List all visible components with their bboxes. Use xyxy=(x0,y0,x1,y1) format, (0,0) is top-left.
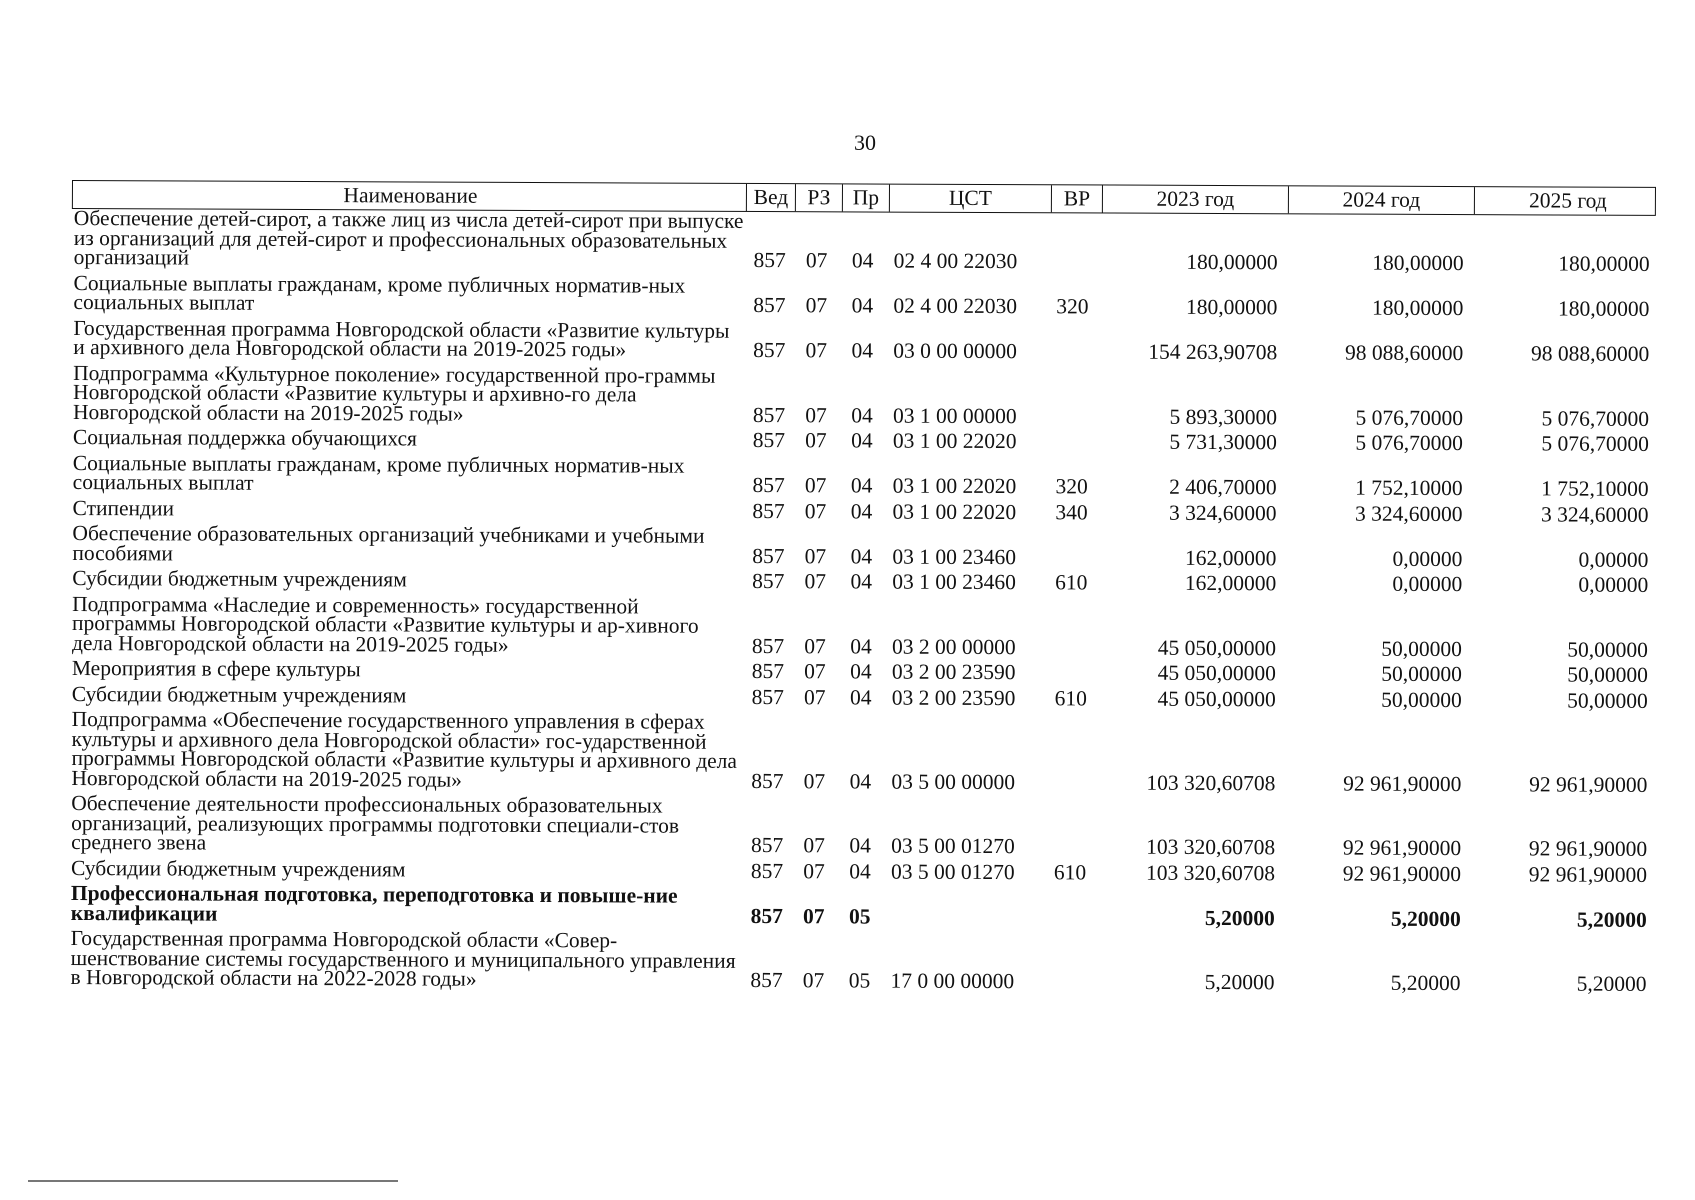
table-row xyxy=(69,855,1653,887)
cell-2024: 180,00000 xyxy=(1372,250,1464,276)
table-row xyxy=(71,360,1655,431)
cell-2024: 50,00000 xyxy=(1381,687,1462,712)
table-row xyxy=(71,495,1655,527)
cell-ved: 857 xyxy=(751,684,784,709)
cell-ved: 857 xyxy=(752,568,785,594)
cell-rz: 07 xyxy=(804,659,826,684)
cell-ved: 857 xyxy=(751,658,785,684)
header-2024: 2024 год xyxy=(1289,186,1475,214)
cell-ved: 857 xyxy=(751,633,785,658)
cell-ved: 857 xyxy=(752,472,785,498)
cell-2024: 92 961,90000 xyxy=(1343,771,1462,796)
cell-cst: 03 2 00 23590 xyxy=(891,659,1016,685)
cell-2023: 5 731,30000 xyxy=(1169,429,1277,455)
cell-2025: 5 076,70000 xyxy=(1541,431,1649,456)
table-row xyxy=(69,791,1653,861)
header-cst: ЦСТ xyxy=(890,185,1052,213)
footer-rule xyxy=(28,1180,398,1182)
cell-pr: 04 xyxy=(849,833,871,858)
cell-rz: 07 xyxy=(805,428,827,453)
cell-cst: 03 2 00 00000 xyxy=(891,634,1016,659)
cell-2023: 103 320,60708 xyxy=(1146,770,1276,795)
cell-2025: 0,00000 xyxy=(1578,572,1649,597)
cell-2023: 5,20000 xyxy=(1204,969,1275,995)
cell-2024: 5,20000 xyxy=(1390,970,1461,996)
cell-2024: 1 752,10000 xyxy=(1355,475,1463,501)
cell-name: Субсидии бюджетным учреждениям xyxy=(70,855,406,881)
cell-2025: 5,20000 xyxy=(1576,971,1647,996)
cell-2023: 154 263,90708 xyxy=(1148,339,1278,365)
cell-rz: 07 xyxy=(804,543,827,568)
cell-2025: 50,00000 xyxy=(1567,662,1648,687)
cell-name: Стипендии xyxy=(72,495,175,520)
cell-rz: 07 xyxy=(805,338,828,363)
cell-rz: 07 xyxy=(805,248,828,273)
cell-name: Субсидии бюджетным учреждениям xyxy=(72,566,407,592)
cell-ved: 857 xyxy=(752,427,786,453)
cell-2025: 5,20000 xyxy=(1576,907,1647,932)
cell-2025: 0,00000 xyxy=(1578,547,1649,572)
cell-pr: 04 xyxy=(851,248,874,273)
cell-rz: 07 xyxy=(804,473,827,498)
header-name: Наименование xyxy=(73,181,747,211)
cell-rz: 07 xyxy=(802,903,825,928)
cell-name: Профессиональная подготовка, переподготовка и повыше-ние квалификации xyxy=(70,881,678,926)
header-vr: ВР xyxy=(1052,185,1103,212)
cell-rz: 07 xyxy=(804,498,827,523)
cell-vr: 320 xyxy=(1055,474,1088,499)
cell-2025: 92 961,90000 xyxy=(1528,836,1648,861)
header-2023: 2023 год xyxy=(1103,185,1289,213)
cell-name: Мероприятия в сфере культуры xyxy=(71,656,361,682)
cell-rz: 07 xyxy=(805,402,827,427)
cell-2023: 162,00000 xyxy=(1184,570,1277,596)
cell-ved: 857 xyxy=(752,498,785,523)
cell-2025: 180,00000 xyxy=(1558,296,1650,321)
cell-pr: 04 xyxy=(849,684,872,709)
cell-2025: 180,00000 xyxy=(1558,251,1650,276)
cell-cst: 03 1 00 23460 xyxy=(892,569,1016,595)
cell-2025: 1 752,10000 xyxy=(1541,476,1649,501)
cell-2024: 92 961,90000 xyxy=(1342,835,1462,861)
table-row xyxy=(72,206,1656,276)
cell-2023: 3 324,60000 xyxy=(1169,500,1277,525)
cell-name: Социальные выплаты гражданам, кроме публичных норматив-ных социальных выплат xyxy=(72,450,685,495)
cell-cst: 03 5 00 01270 xyxy=(890,859,1015,884)
cell-ved: 857 xyxy=(750,903,783,928)
table-row xyxy=(70,521,1654,572)
header-2025: 2025 год xyxy=(1528,188,1607,213)
cell-2024: 5 076,70000 xyxy=(1355,405,1464,430)
cell-name: Государственная программа Новгородской области «Развитие культуры и архивного дела Новгородской области на 2019-2025 годы» xyxy=(73,315,730,362)
cell-2023: 45 050,00000 xyxy=(1157,660,1276,686)
cell-ved: 857 xyxy=(753,337,786,363)
cell-rz: 07 xyxy=(803,768,826,793)
cell-pr: 04 xyxy=(851,338,874,363)
cell-name: Обеспечение детей-сирот, а также лиц из числа детей-сирот при выпуске из организаций для детей-сирот и профессиональных образовательных организаций xyxy=(73,206,744,270)
cell-ved: 857 xyxy=(752,543,785,568)
cell-rz: 07 xyxy=(805,293,828,318)
cell-2023: 45 050,00000 xyxy=(1157,635,1277,660)
table-row xyxy=(69,707,1653,797)
cell-cst: 03 0 00 00000 xyxy=(893,338,1017,364)
page-number: 30 xyxy=(854,130,876,155)
cell-name: Подпрограмма «Обеспечение государственного управления в сферах культуры и архивного дела Новгородской области» гос-ударственной программы Новгородской области «Развитие культуры и архивного дела Новгородской области на 2019-2025 годы» xyxy=(71,707,738,792)
cell-pr: 04 xyxy=(850,569,873,594)
cell-2023: 103 320,60708 xyxy=(1145,860,1276,885)
cell-2025: 5 076,70000 xyxy=(1541,405,1650,431)
cell-cst: 03 1 00 00000 xyxy=(892,403,1017,428)
cell-cst: 03 2 00 23590 xyxy=(891,685,1016,710)
cell-2024: 3 324,60000 xyxy=(1355,501,1463,526)
cell-pr: 04 xyxy=(850,473,873,498)
cell-2025: 98 088,60000 xyxy=(1530,341,1650,366)
cell-vr: 320 xyxy=(1056,294,1089,319)
cell-pr: 04 xyxy=(851,428,873,453)
cell-ved: 857 xyxy=(751,768,784,793)
cell-2024: 0,00000 xyxy=(1392,571,1463,597)
cell-vr: 610 xyxy=(1053,859,1087,884)
cell-cst: 03 5 00 01270 xyxy=(891,833,1015,859)
cell-pr: 05 xyxy=(848,968,871,993)
budget-table xyxy=(68,180,1656,1000)
cell-ved: 857 xyxy=(750,967,783,993)
cell-pr: 04 xyxy=(851,293,874,318)
cell-vr: 610 xyxy=(1055,570,1088,595)
cell-pr: 04 xyxy=(851,402,873,427)
cell-name: Подпрограмма «Культурное поколение» государственной про-граммы Новгородской области «Развитие культуры и архивно-го дела Новгородской области на 2019-2025 годы» xyxy=(72,360,716,426)
cell-cst: 03 1 00 22020 xyxy=(892,428,1017,454)
cell-2023: 180,00000 xyxy=(1186,294,1278,320)
cell-2025: 50,00000 xyxy=(1567,688,1648,713)
cell-2023: 45 050,00000 xyxy=(1157,686,1276,711)
header-ved: Вед xyxy=(747,184,796,211)
cell-name: Подпрограмма «Наследие и современность» государственной программы Новгородской области «Развитие культуры и ар-хивного дела Новгородской области на 2019-2025 годы» xyxy=(71,591,699,657)
cell-cst: 02 4 00 22030 xyxy=(893,248,1018,274)
cell-2024: 50,00000 xyxy=(1381,661,1462,687)
cell-pr: 05 xyxy=(848,903,871,928)
cell-rz: 07 xyxy=(803,858,825,883)
cell-cst: 03 5 00 00000 xyxy=(891,769,1016,794)
cell-vr: 340 xyxy=(1055,499,1088,524)
table-row xyxy=(68,926,1652,996)
cell-cst: 17 0 00 00000 xyxy=(890,968,1015,994)
cell-2025: 3 324,60000 xyxy=(1541,501,1649,527)
cell-2024: 50,00000 xyxy=(1381,636,1463,661)
cell-2023: 103 320,60708 xyxy=(1146,834,1276,860)
cell-rz: 07 xyxy=(802,968,825,993)
cell-cst: 02 4 00 22030 xyxy=(893,293,1018,319)
cell-vr: 610 xyxy=(1054,685,1087,710)
table-row xyxy=(71,450,1655,501)
cell-name: Обеспечение деятельности профессиональных образовательных организаций, реализующих программы подготовки специали-стов среднего звена xyxy=(71,791,680,855)
cell-ved: 857 xyxy=(750,858,784,883)
cell-ved: 857 xyxy=(753,247,786,273)
cell-2023: 5 893,30000 xyxy=(1169,404,1278,429)
table-row xyxy=(70,566,1654,597)
table-row xyxy=(69,881,1653,932)
cell-pr: 04 xyxy=(849,768,872,793)
table-row xyxy=(70,656,1654,687)
cell-cst: 03 1 00 22020 xyxy=(892,473,1017,499)
table-row xyxy=(71,315,1655,366)
cell-pr: 04 xyxy=(850,659,872,684)
header-rz: РЗ xyxy=(796,184,843,211)
cell-2025: 92 961,90000 xyxy=(1528,861,1648,887)
cell-name: Государственная программа Новгородской области «Совер-шенствование системы государственного и муниципального управления в Новгородской области на 2022-2028 годы» xyxy=(70,926,736,991)
cell-2025: 50,00000 xyxy=(1567,637,1649,662)
cell-name: Субсидии бюджетным учреждениям xyxy=(71,681,407,707)
cell-ved: 857 xyxy=(752,402,786,427)
cell-2023: 5,20000 xyxy=(1204,905,1275,930)
cell-2024: 98 088,60000 xyxy=(1344,340,1464,366)
cell-2025: 92 961,90000 xyxy=(1529,771,1648,797)
cell-rz: 07 xyxy=(804,569,827,594)
cell-cst xyxy=(883,927,1045,928)
table-body xyxy=(68,206,1655,996)
table-row xyxy=(71,425,1655,456)
header-pr: Пр xyxy=(843,184,890,211)
cell-2024: 92 961,90000 xyxy=(1342,861,1462,886)
cell-pr: 04 xyxy=(850,498,873,523)
cell-2023: 2 406,70000 xyxy=(1169,474,1277,500)
cell-2023: 162,00000 xyxy=(1184,545,1277,570)
cell-name: Обеспечение образовательных организаций учебниками и учебными пособиями xyxy=(72,521,705,565)
cell-name: Социальные выплаты гражданам, кроме публичных норматив-ных социальных выплат xyxy=(73,270,686,315)
cell-2023: 180,00000 xyxy=(1186,249,1278,275)
table-row xyxy=(71,270,1655,321)
cell-2024: 0,00000 xyxy=(1392,546,1463,571)
cell-rz: 07 xyxy=(803,833,825,858)
cell-ved: 857 xyxy=(750,832,784,858)
cell-rz: 07 xyxy=(803,684,826,709)
table-row xyxy=(70,591,1654,662)
cell-2024: 180,00000 xyxy=(1372,295,1464,321)
cell-rz: 07 xyxy=(804,633,826,658)
cell-name: Социальная поддержка обучающихся xyxy=(72,425,417,451)
cell-2024: 5,20000 xyxy=(1390,906,1461,931)
cell-pr: 04 xyxy=(850,543,873,568)
cell-pr: 04 xyxy=(849,858,871,883)
cell-cst: 03 1 00 22020 xyxy=(892,499,1017,524)
cell-cst: 03 1 00 23460 xyxy=(892,544,1017,569)
table-row xyxy=(70,681,1654,713)
cell-pr: 04 xyxy=(850,633,872,658)
cell-2024: 5 076,70000 xyxy=(1355,430,1463,456)
cell-ved: 857 xyxy=(753,292,786,318)
